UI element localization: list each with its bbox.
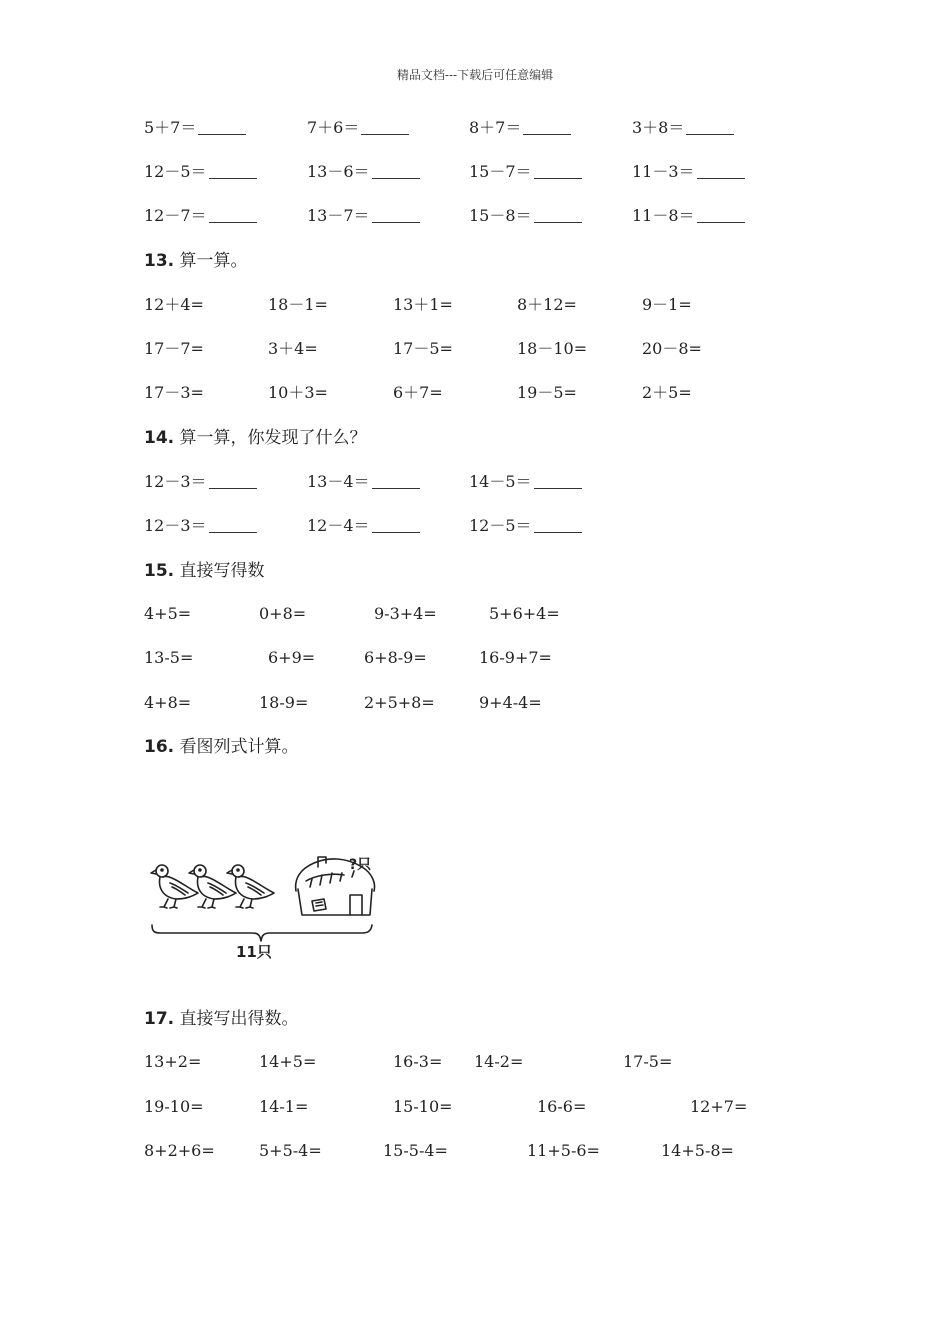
equation: 19-10= — [144, 1097, 204, 1116]
answer-blank[interactable] — [523, 120, 571, 135]
equation: 11+5-6= — [527, 1141, 600, 1160]
equation: 16-6= — [537, 1097, 587, 1116]
equation: 2+5+8= — [364, 693, 435, 712]
answer-blank[interactable] — [697, 208, 745, 223]
equation: 12－7＝ — [144, 206, 257, 226]
equation: 10＋3= — [268, 383, 328, 402]
equation: 17－5= — [393, 339, 453, 358]
equation: 12－3＝ — [144, 472, 257, 492]
answer-blank[interactable] — [534, 474, 582, 489]
equation: 5＋7＝ — [144, 118, 246, 138]
bird-icon — [227, 865, 274, 908]
equation: 14+5= — [259, 1052, 317, 1071]
equation: 12－3＝ — [144, 516, 257, 536]
equation: 15－7＝ — [469, 162, 582, 182]
equation: 4+5= — [144, 604, 192, 623]
question-13-title: 13. 算一算。 — [144, 251, 248, 271]
equation: 20－8= — [642, 339, 702, 358]
equation: 12－4＝ — [307, 516, 420, 536]
question-14-title: 14. 算一算，你发现了什么？ — [144, 428, 367, 448]
answer-blank[interactable] — [372, 164, 420, 179]
equation: 12+7= — [690, 1097, 748, 1116]
question-mark-label: ?只 — [349, 857, 372, 873]
question-16-title: 16. 看图列式计算。 — [144, 737, 299, 757]
equation: 6+9= — [268, 648, 316, 667]
equation: 18-9= — [259, 693, 309, 712]
answer-blank[interactable] — [697, 164, 745, 179]
equation: 14+5-8= — [661, 1141, 734, 1160]
equation: 5+6+4= — [489, 604, 560, 623]
answer-blank[interactable] — [372, 474, 420, 489]
page-header: 精品文档---下载后可任意编辑 — [396, 68, 554, 82]
equation: 9-3+4= — [374, 604, 437, 623]
equation: 7＋6＝ — [307, 118, 409, 138]
bird-house-figure — [140, 845, 390, 965]
equation: 9+4-4= — [479, 693, 542, 712]
answer-blank[interactable] — [372, 208, 420, 223]
total-label: 11只 — [236, 943, 272, 961]
equation: 17－3= — [144, 383, 204, 402]
equation: 11－3＝ — [632, 162, 745, 182]
equation: 14-2= — [474, 1052, 524, 1071]
equation: 0+8= — [259, 604, 307, 623]
equation: 13－7＝ — [307, 206, 420, 226]
equation: 11－8＝ — [632, 206, 745, 226]
equation: 6+8-9= — [364, 648, 427, 667]
equation: 14－5＝ — [469, 472, 582, 492]
bracket — [152, 925, 372, 941]
equation: 18－10= — [517, 339, 588, 358]
equation: 4+8= — [144, 693, 192, 712]
equation: 3＋8＝ — [632, 118, 734, 138]
equation: 19－5= — [517, 383, 577, 402]
answer-blank[interactable] — [209, 518, 257, 533]
equation: 9－1= — [642, 295, 692, 314]
equation: 13+2= — [144, 1052, 202, 1071]
answer-blank[interactable] — [686, 120, 734, 135]
equation: 15-10= — [393, 1097, 453, 1116]
answer-blank[interactable] — [209, 474, 257, 489]
equation: 13－4＝ — [307, 472, 420, 492]
answer-blank[interactable] — [372, 518, 420, 533]
equation: 12－5＝ — [469, 516, 582, 536]
equation: 2＋5= — [642, 383, 692, 402]
answer-blank[interactable] — [534, 208, 582, 223]
question-15-title: 15. 直接写得数 — [144, 561, 265, 581]
equation: 8＋12= — [517, 295, 577, 314]
equation: 15－8＝ — [469, 206, 582, 226]
question-17-title: 17. 直接写出得数。 — [144, 1009, 299, 1029]
equation: 14-1= — [259, 1097, 309, 1116]
equation: 13＋1= — [393, 295, 453, 314]
answer-blank[interactable] — [534, 164, 582, 179]
answer-blank[interactable] — [198, 120, 246, 135]
equation: 16-3= — [393, 1052, 443, 1071]
equation: 18－1= — [268, 295, 328, 314]
answer-blank[interactable] — [534, 518, 582, 533]
equation: 13-5= — [144, 648, 194, 667]
answer-blank[interactable] — [209, 164, 257, 179]
equation: 16-9+7= — [479, 648, 552, 667]
equation: 15-5-4= — [383, 1141, 448, 1160]
equation: 6＋7= — [393, 383, 443, 402]
answer-blank[interactable] — [209, 208, 257, 223]
equation: 8+2+6= — [144, 1141, 215, 1160]
equation: 12－5＝ — [144, 162, 257, 182]
answer-blank[interactable] — [361, 120, 409, 135]
equation: 17-5= — [623, 1052, 673, 1071]
equation: 3＋4= — [268, 339, 318, 358]
equation: 13－6＝ — [307, 162, 420, 182]
equation: 17－7= — [144, 339, 204, 358]
equation: 12＋4= — [144, 295, 204, 314]
equation: 5+5-4= — [259, 1141, 322, 1160]
equation: 8＋7＝ — [469, 118, 571, 138]
